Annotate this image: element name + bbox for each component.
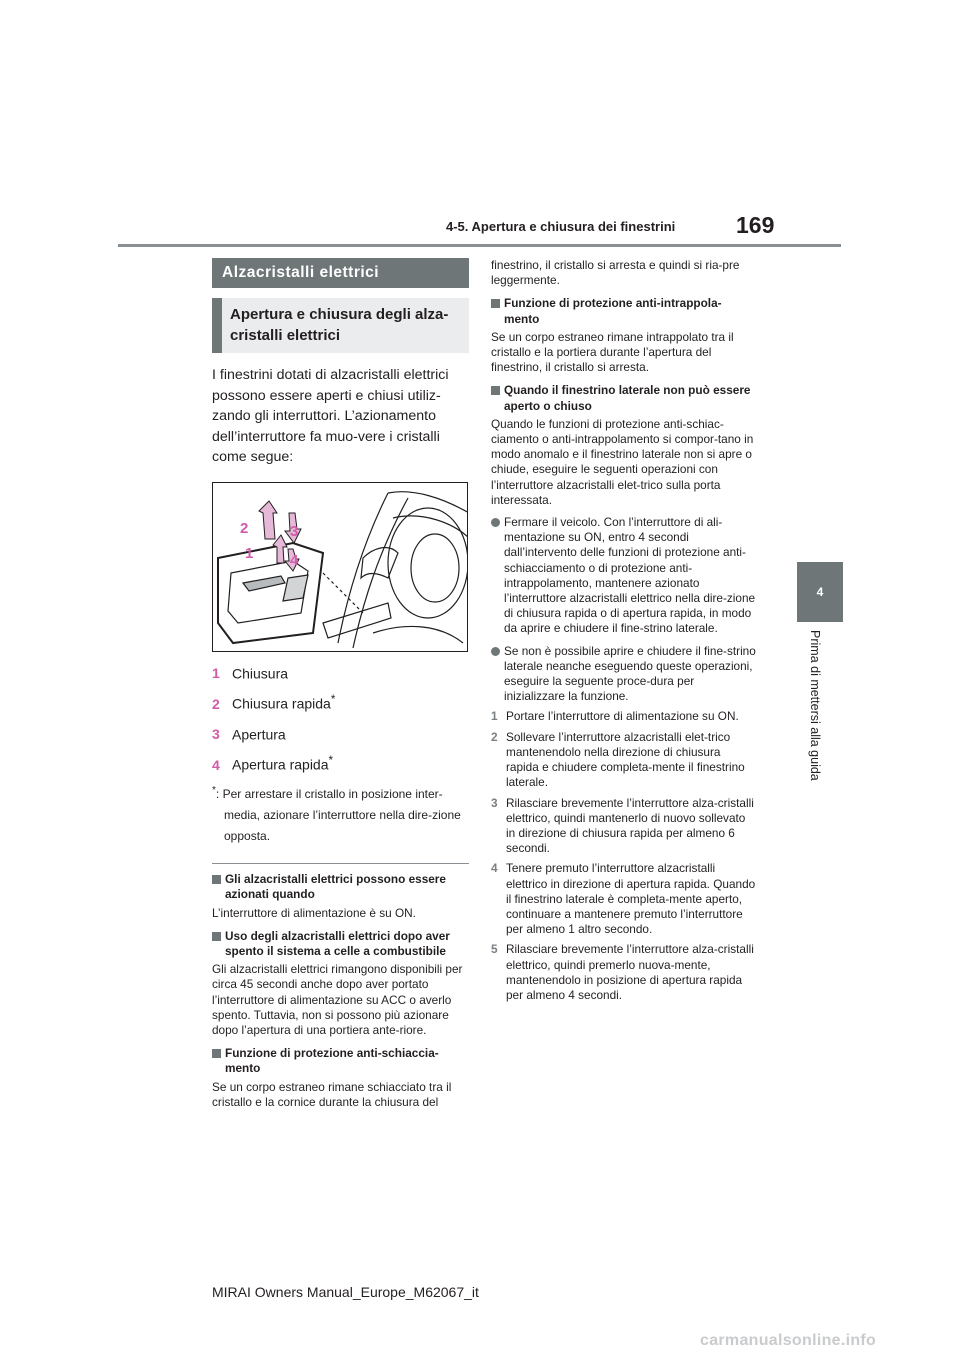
legend-num: 4 <box>212 757 220 774</box>
step-item <box>491 942 756 1003</box>
info-heading: Quando il finestrino laterale non può essere aperto o chiuso <box>491 383 756 413</box>
info-text: L’interruttore di alimentazione è su ON. <box>212 905 416 920</box>
step-text: Sollevare l’interruttore alzacristalli elet-trico mantenendolo nella direzione di chiusura rapida e chiudere completa-mente il finestrino laterale. <box>506 729 745 790</box>
info-text: Se un corpo estraneo rimane schiacciato tra il cristallo e la cornice durante la chiusura del <box>212 1079 452 1109</box>
legend-item <box>212 661 469 683</box>
right-column <box>491 258 756 1003</box>
figure-label-3: 3 <box>290 522 299 540</box>
footnote-text: : Per arrestare il cristallo in posizione inter-media, azionare l’interruttore nella dire-zione opposta. <box>215 787 461 844</box>
legend-list <box>212 661 469 775</box>
legend-text: Chiusura rapida <box>232 695 331 712</box>
legend-star: * <box>328 754 334 768</box>
side-label-text: Prima di mettersi alla guida <box>808 630 822 781</box>
bullet-item: Fermare il veicolo. Con l’interruttore di ali-mentazione su ON, entro 4 secondi dall’intervento delle funzioni di protezione anti-schiacciamento o di protezione anti-intrappolamento, mantenere azionato l’interruttore alzacristalli elettrico nella dire-zione di chiusura rapida o di apertura rapida, in modo da aprire e chiudere il fine-strino laterale. <box>491 515 756 637</box>
legend-text: Apertura <box>232 726 286 743</box>
legend-item <box>212 722 469 744</box>
step-item <box>491 861 756 937</box>
legend-item <box>212 752 469 774</box>
step-item <box>491 796 756 857</box>
legend-star: * <box>330 693 336 707</box>
footer-text: MIRAI Owners Manual_Europe_M62067_it <box>212 1284 479 1300</box>
info-heading: Funzione di protezione anti-intrappola-mento <box>491 296 756 326</box>
figure-label-1: 1 <box>245 544 254 562</box>
info-text: Se un corpo estraneo rimane intrappolato tra il cristallo e la portiera durante l’apertura del finestrino, il cristallo si arresta. <box>491 329 734 375</box>
info-heading: Funzione di protezione anti-schiaccia-mento <box>212 1046 469 1076</box>
page-number: 169 <box>736 212 775 238</box>
step-number: 5 <box>491 942 498 957</box>
info-heading: Uso degli alzacristalli elettrici dopo aver spento il sistema a celle a combustibile <box>212 929 469 959</box>
legend-text: Chiusura <box>232 665 289 682</box>
footnote <box>212 780 469 847</box>
section-header: 4-5. Apertura e chiusura dei finestrini <box>446 219 676 234</box>
footnote-mark: * <box>212 785 216 797</box>
step-text: Portare l’interruttore di alimentazione su ON. <box>506 709 739 724</box>
bullet-item: Se non è possibile aprire e chiudere il fine-strino laterale neanche eseguendo queste operazioni, eseguire la seguente proce-dura per inizializzare la funzione. <box>491 644 756 705</box>
step-text: Rilasciare brevemente l’interruttore alza-cristalli elettrico, quindi premerlo nuova-mente, mantenendolo in posizione di apertura rapida per almeno 4 secondi. <box>506 942 754 1002</box>
continued-text: finestrino, il cristallo si arresta e quindi si ria-pre leggermente. <box>491 258 740 288</box>
step-item <box>491 730 756 791</box>
legend-num: 2 <box>212 695 220 712</box>
step-text: Rilasciare brevemente l’interruttore alza-cristalli elettrico, quindi mantenerlo di nuovo sollevato in direzione di chiusura rapida per almeno 6 secondi. <box>506 795 754 856</box>
intro-text: I finestrini dotati di alzacristalli elettrici possono essere aperti e chiusi utiliz-zando gli interruttori. L’azionamento dell’interruttore fa muo-vere i cristalli come segue: <box>212 367 449 465</box>
step-number: 3 <box>491 795 498 810</box>
chapter-tab: 4 <box>797 562 843 622</box>
divider <box>212 863 469 864</box>
legend-num: 1 <box>212 665 220 682</box>
header-rule <box>118 244 841 247</box>
info-text: Quando le funzioni di protezione anti-schiac-ciamento o anti-intrappolamento si compor-tano in modo anomalo e il finestrino laterale non si apre o chiude, eseguire le seguenti operazioni con l’interruttore alzacristalli elet-trico sulla porta interessata. <box>491 416 754 507</box>
info-text: Gli alzacristalli elettrici rimangono disponibili per circa 45 secondi anche dopo aver portato l’interruttore di alimentazione su ACC o averlo spento. Tuttavia, non si possono più azionare dopo l’apertura di una portiera ante-riore. <box>212 962 463 1037</box>
figure-label-4: 4 <box>290 551 299 569</box>
left-column <box>212 258 469 1110</box>
step-text: Tenere premuto l’interruttore alzacristalli elettrico in direzione di apertura rapida. Quando il finestrino laterale è completa-mente aperto, continuare a mantenere premuto l’interruttore per almeno 1 altro secondo. <box>506 861 756 937</box>
figure-label-2: 2 <box>240 519 249 537</box>
switch-diagram <box>213 483 468 652</box>
window-switch-illustration <box>212 482 468 652</box>
step-number: 1 <box>491 709 498 724</box>
legend-item <box>212 691 469 713</box>
step-item <box>491 709 756 724</box>
side-label <box>802 630 832 880</box>
subsection-title: Apertura e chiusura degli alza-cristalli elettrici <box>212 298 469 353</box>
step-number: 4 <box>491 861 498 876</box>
watermark: carmanualsonline.info <box>700 1332 877 1349</box>
info-heading: Gli alzacristalli elettrici possono essere azionati quando <box>212 872 469 902</box>
step-number: 2 <box>491 729 498 744</box>
section-title: Alzacristalli elettrici <box>212 258 469 288</box>
legend-text: Apertura rapida <box>232 757 329 774</box>
legend-num: 3 <box>212 726 220 743</box>
